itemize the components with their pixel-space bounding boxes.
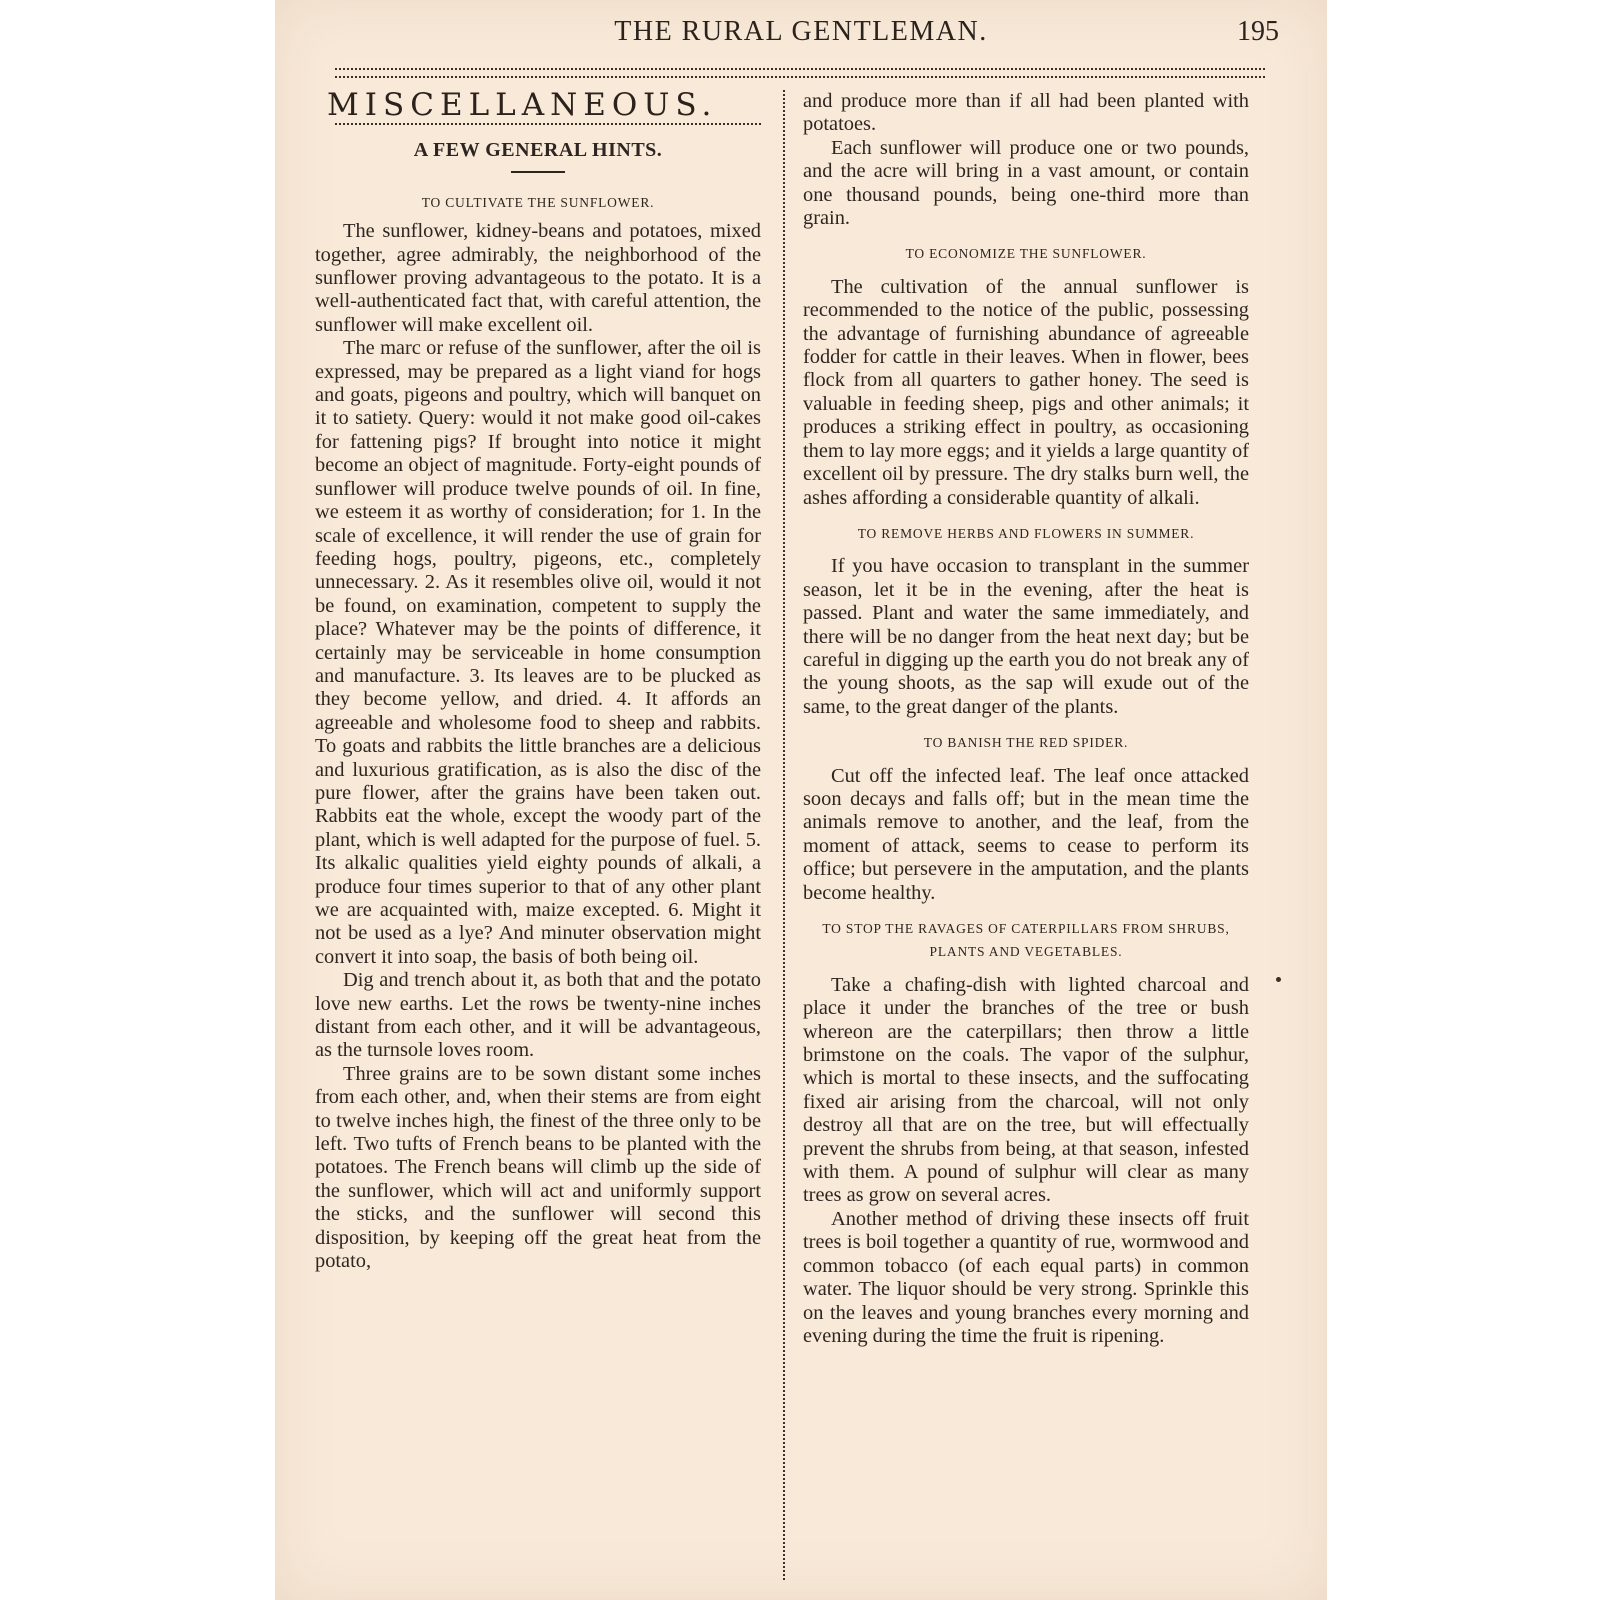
article-title: A FEW GENERAL HINTS. xyxy=(413,139,663,162)
paragraph: If you have occasion to transplant in the summer season, let it be in the evening, after the heat is passed. Plant and water the same immediately, and there will be no danger from the heat next day; but be careful in digging up the earth you do not break any of the young shoots, as the sap will exude out of the same, to the great danger of the plants. xyxy=(803,555,1249,718)
printed-page xyxy=(275,0,1327,1600)
paragraph: Each sunflower will produce one or two pounds, and the acre will bring in a vast amount, or contain one thousand pounds, being one-third more than grain. xyxy=(803,136,1249,230)
column-divider xyxy=(783,90,785,1580)
subhead-caterpillars: TO STOP THE RAVAGES OF CATERPILLARS FROM SHRUBS, PLANTS AND VEGETABLES. xyxy=(822,921,1230,960)
subhead-economize: TO ECONOMIZE THE SUNFLOWER. xyxy=(905,246,1147,262)
paragraph: The sunflower, kidney-beans and potatoes, mixed together, agree admirably, the neighborhood of the sunflower proving advantageous to the potato. It is a well-authenticated fact that, with careful attention, the sunflower will make excellent oil. xyxy=(315,220,761,336)
header-rule-1 xyxy=(335,68,1265,70)
left-column xyxy=(315,90,761,1590)
running-title: THE RURAL GENTLEMAN. xyxy=(614,16,988,47)
running-head xyxy=(275,8,1327,56)
subhead-red-spider: TO BANISH THE RED SPIDER. xyxy=(923,735,1129,751)
page-number: 195 xyxy=(1237,16,1279,47)
paragraph: Three grains are to be sown distant some inches from each other, and, when their stems are from eight to twelve inches high, the finest of the three only to be left. Two tufts of French beans to be planted with the potatoes. The French beans will climb up the side of the sunflower, which will act and uniformly support the sticks, and the sunflower will second this disposition, by keeping off the great heat from the potato, xyxy=(315,1062,761,1273)
section-rule xyxy=(335,123,761,125)
ink-speck xyxy=(1276,977,1281,982)
paragraph-continued: and produce more than if all had been planted with potatoes. xyxy=(803,90,1249,136)
section-title: MISCELLANEOUS. xyxy=(327,90,718,123)
subhead-cultivate: TO CULTIVATE THE SUNFLOWER. xyxy=(421,194,655,210)
paragraph: The marc or refuse of the sunflower, after the oil is expressed, may be prepared as a light viand for hogs and goats, pigeons and poultry, which will banquet on it to satiety. Query: would it not make good oil-cakes for fattening pigs? If brought into notice it might become an object of magnitude. Forty-eight pounds of sunflower will produce twelve pounds of oil. In fine, we esteem it as worthy of consideration; for 1. In the scale of excellence, it will render the use of grain for feeding hogs, poultry, pigeons, etc., completely unnecessary. 2. As it resembles olive oil, would it not be found, on examination, competent to supply the place? Whatever may be the points of difference, it certainly may be serviceable in home consumption and manufacture. 3. Its leaves are to be plucked as they become yellow, and dried. 4. It affords an agreeable and wholesome food to sheep and rabbits. To goats and rabbits the little branches are a delicious and luxurious gratification, as is also the disc of the pure flower, after the grains have been taken out. Rabbits eat the whole, except the woody part of the plant, which is well adapted for the purpose of fuel. 5. Its alkalic qualities yield eighty pounds of alkali, a produce four times superior to that of any other plant we are acquainted with, maize excepted. 6. Might it not be used as a lye? And minuter observation might convert it into soap, the basis of both being oil. xyxy=(315,337,761,968)
paragraph: Another method of driving these insects off fruit trees is boil together a quantity of rue, wormwood and common tobacco (of each equal parts) in common water. The liquor should be very strong. Sprinkle this on the leaves and young branches every morning and evening during the time the fruit is ripening. xyxy=(803,1207,1249,1347)
paragraph: Dig and trench about it, as both that and the potato love new earths. Let the rows be twenty-nine inches distant from each other, and it will be advantageous, as the turnsole loves room. xyxy=(315,969,761,1062)
paragraph: The cultivation of the annual sunflower is recommended to the notice of the public, possessing the advantage of furnishing abundance of agreeable fodder for cattle in their leaves. When in flower, bees flock from all quarters to gather honey. The seed is valuable in feeding sheep, pigs and other animals; it produces a striking effect in poultry, as occasioning them to lay more eggs; and it yields a large quantity of excellent oil by pressure. The dry stalks burn well, the ashes affording a considerable quantity of alkali. xyxy=(803,275,1249,509)
paragraph: Cut off the infected leaf. The leaf once attacked soon decays and falls off; but in the mean time the animals remove to another, and the leaf, from the moment of attack, seems to cease to perform its office; but persevere in the amputation, and the plants become healthy. xyxy=(803,764,1249,904)
right-column xyxy=(803,90,1249,1590)
title-rule xyxy=(511,171,565,173)
paragraph: Take a chafing-dish with lighted charcoal and place it under the branches of the tree or bush whereon are the caterpillars; then throw a little brimstone on the coals. The vapor of the sulphur, which is mortal to these insects, and the suffocating fixed air arising from the charcoal, will not only destroy all that are on the tree, but will effectually prevent the shrubs from being, at that season, infested with them. A pound of sulphur will clear as many trees as grow on several acres. xyxy=(803,973,1249,1207)
header-rule-2 xyxy=(335,76,1265,78)
subhead-remove-herbs: TO REMOVE HERBS AND FLOWERS IN SUMMER. xyxy=(857,525,1195,541)
